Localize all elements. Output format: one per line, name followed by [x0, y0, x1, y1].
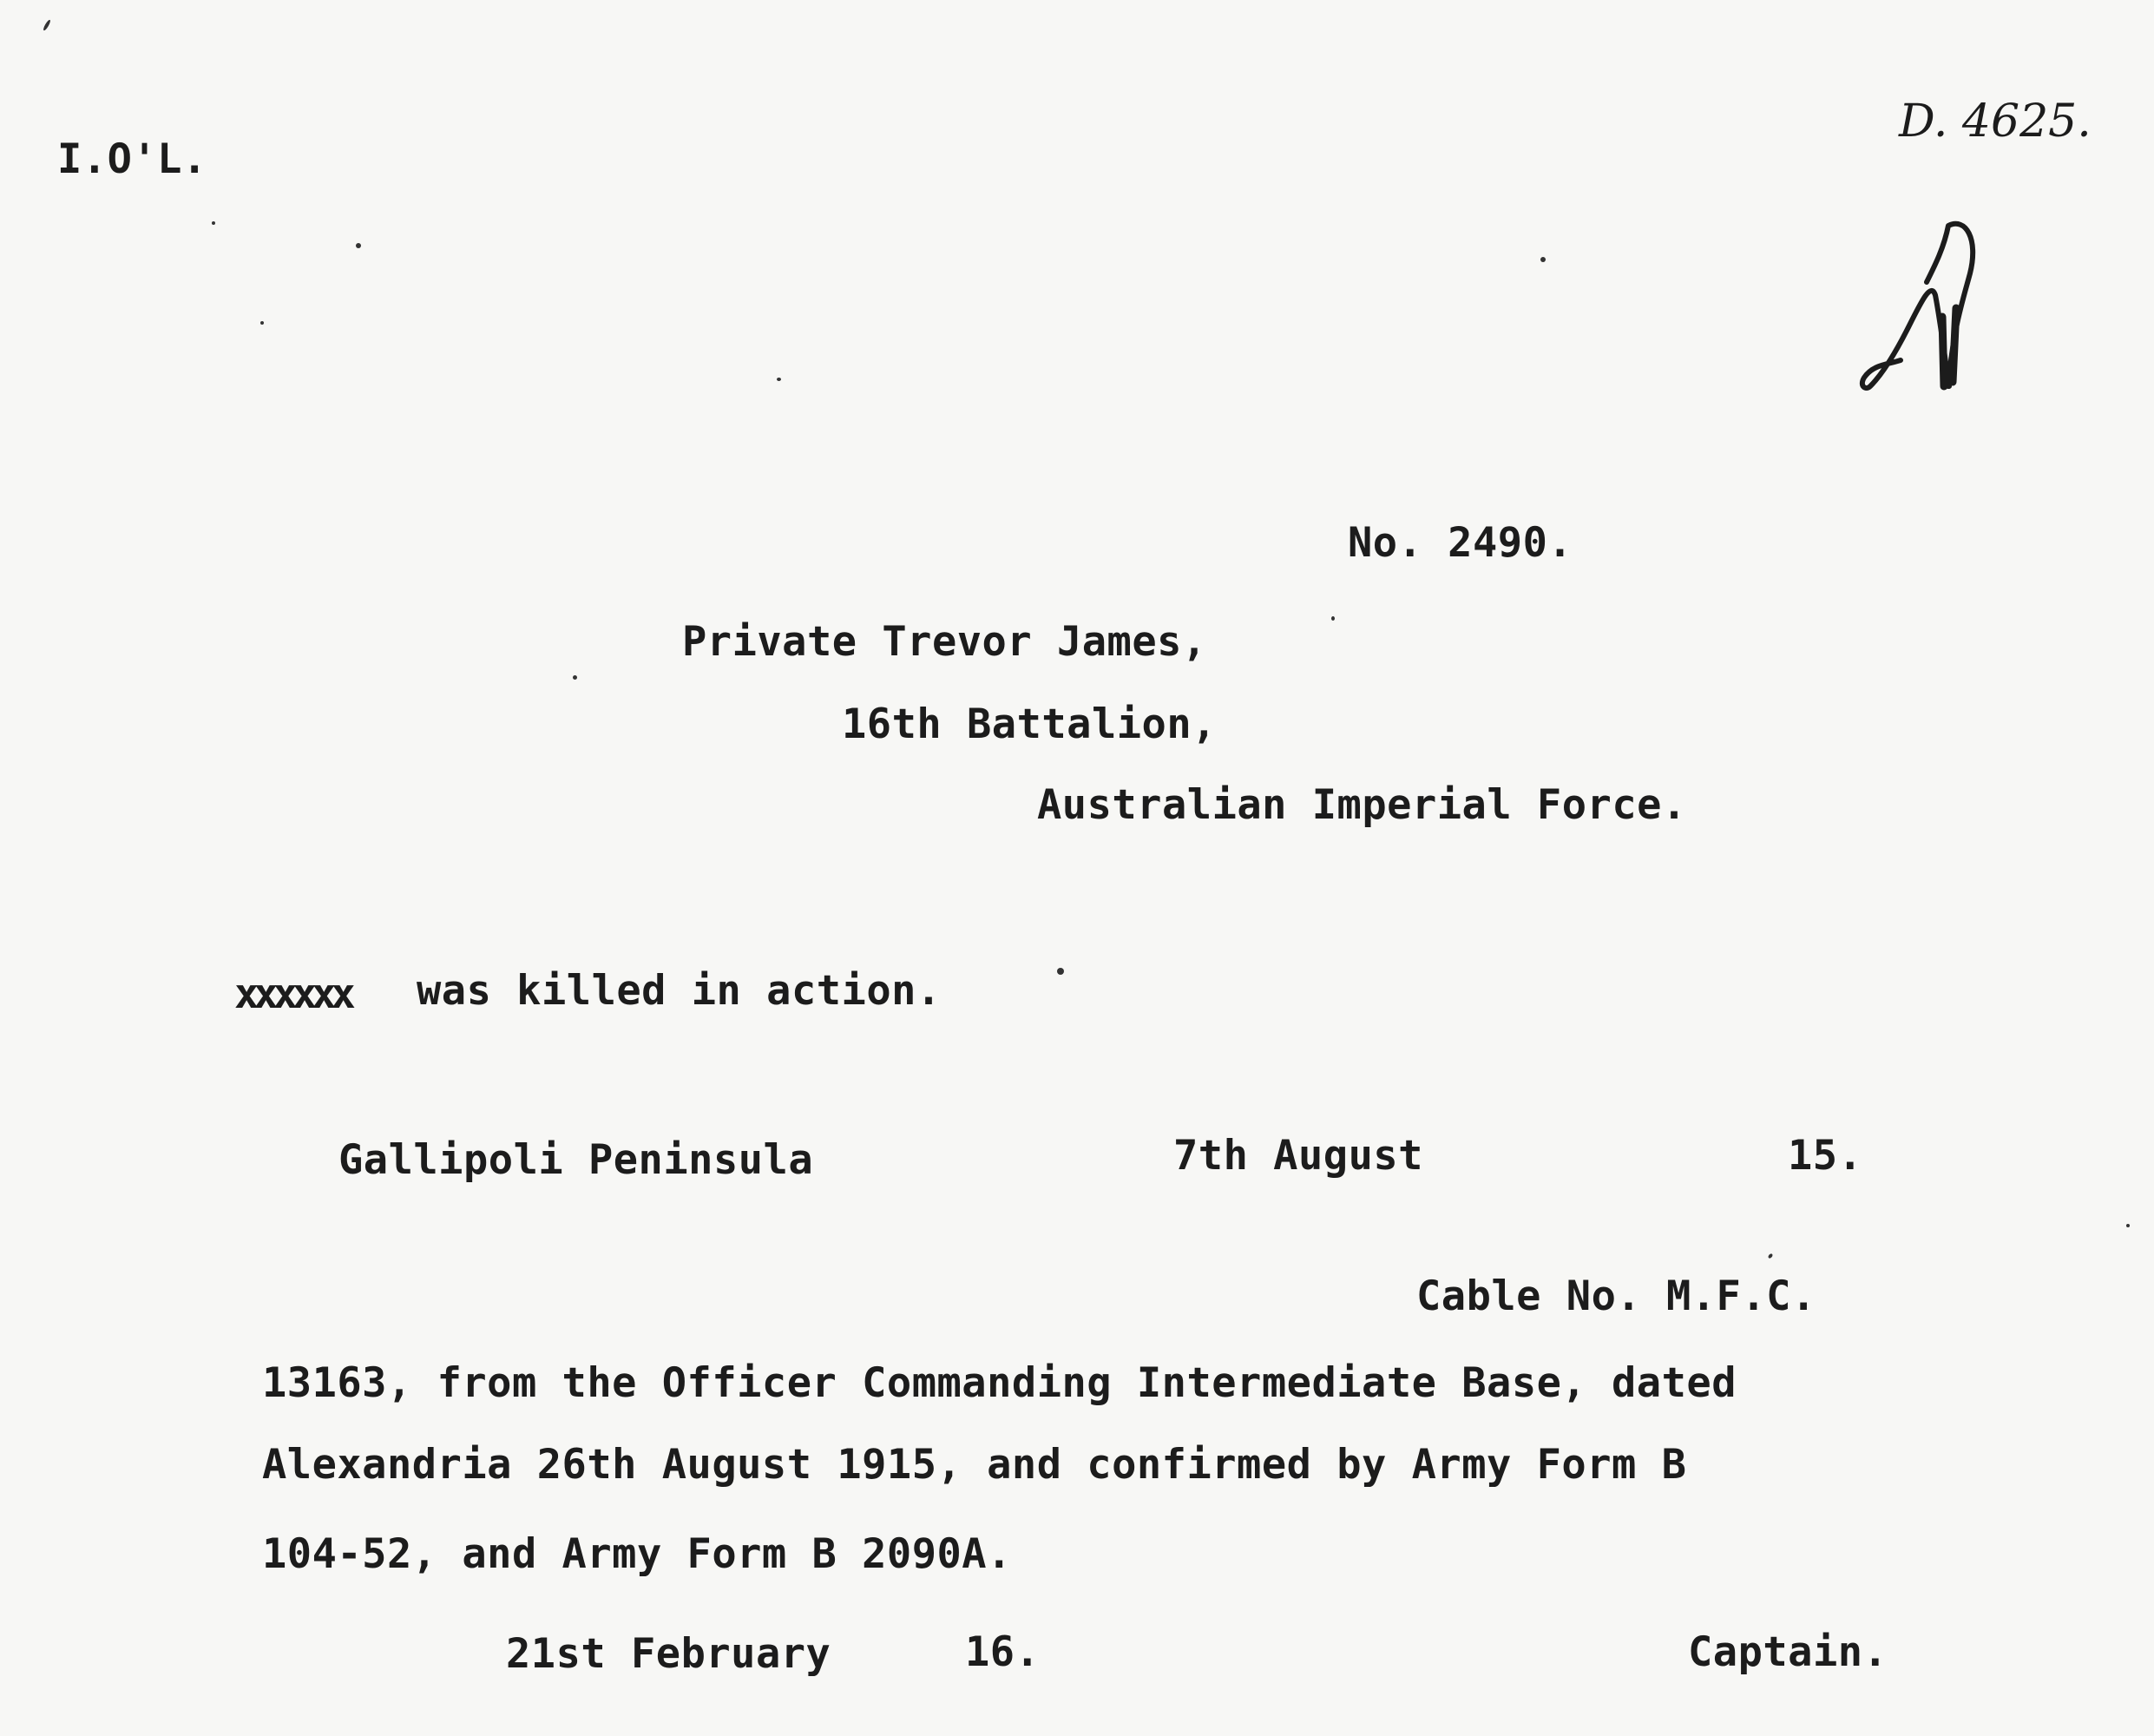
place: Gallipoli Peninsula: [338, 1136, 814, 1184]
issue-year: 16.: [965, 1628, 1041, 1676]
handwritten-signature-mark: [1849, 213, 1996, 399]
source-line-2: 13163, from the Officer Commanding Intermediate Base, dated: [262, 1359, 1737, 1407]
event-date: 7th August: [1173, 1132, 1423, 1180]
signatory-rank: Captain.: [1688, 1628, 1888, 1676]
source-line-4: 104-52, and Army Form B 2090A.: [262, 1530, 1012, 1578]
file-number: D. 4625.: [1899, 95, 2092, 148]
struck-out-text: xxxxxx: [234, 970, 351, 1018]
service-number: No. 2490.: [1348, 519, 1573, 567]
casualty-statement: was killed in action.: [417, 967, 942, 1015]
issue-date: 21st February: [506, 1630, 831, 1678]
event-year: 15.: [1788, 1132, 1863, 1180]
initials: I.O'L.: [57, 135, 207, 183]
source-line-3: Alexandria 26th August 1915, and confirmed by Army Form B: [262, 1441, 1687, 1489]
source-line-1: Cable No. M.F.C.: [1416, 1272, 1816, 1320]
soldier-name: Private Trevor James,: [682, 618, 1207, 666]
force-name: Australian Imperial Force.: [1037, 781, 1687, 829]
unit-name: 16th Battalion,: [842, 700, 1217, 748]
